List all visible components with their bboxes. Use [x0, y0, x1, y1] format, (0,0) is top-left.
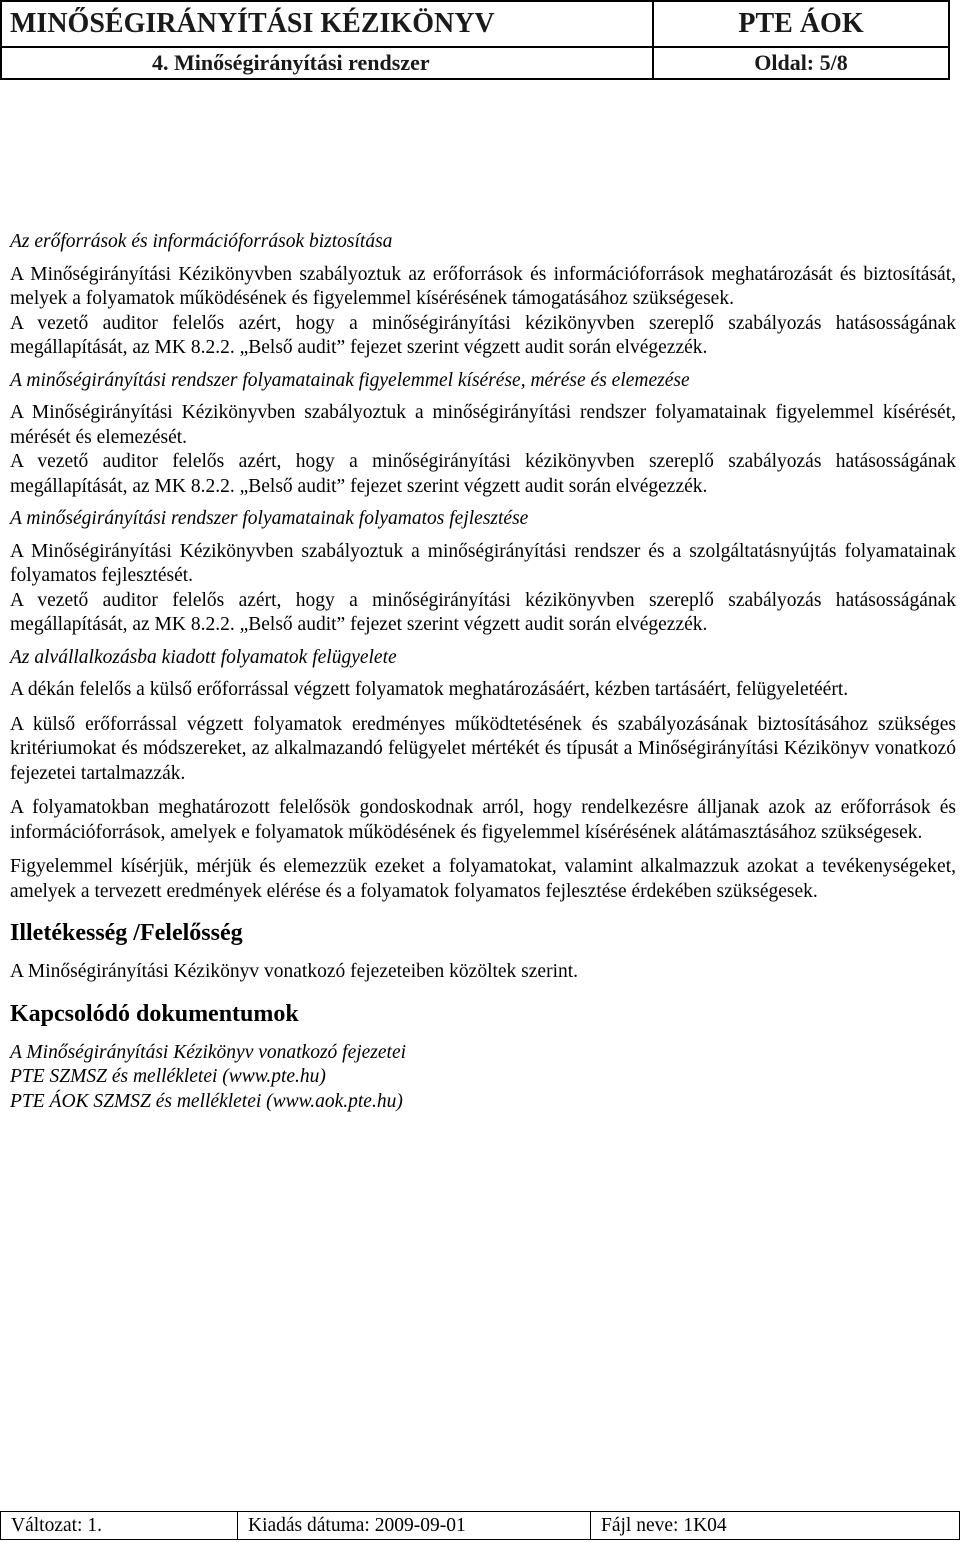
footer-issue-date: Kiadás dátuma: 2009-09-01 — [238, 1512, 591, 1540]
document-header — [0, 0, 950, 80]
section-paragraph: A vezető auditor felelős azért, hogy a minőségirányítási kézikönyvben szereplő szabályozás hatásosságának megállapítását, az MK 8.2.2. „Belső audit” fejezet szerint végzett audit során elvégezzék. — [10, 589, 956, 635]
unit-name: PTE ÁOK — [653, 1, 949, 47]
related-docs-heading: Kapcsolódó dokumentumok — [10, 1000, 299, 1027]
document-footer — [0, 1511, 960, 1540]
related-doc-item: PTE SZMSZ és mellékletei (www.pte.hu) — [10, 1066, 326, 1087]
section-paragraph: A vezető auditor felelős azért, hogy a minőségirányítási kézikönyvben szereplő szabályozás hatásosságának megállapítását, az MK 8.2.2. „Belső audit” fejezet szerint végzett audit során elvégezzék. — [10, 451, 956, 497]
outsourced-paragraph: A külső erőforrással végzett folyamatok eredményes működtetésének és szabályozásának biztosításához szükséges kritériumokat és módszereket, az alkalmazandó felügyelet mértékét és típusát a Minőségirányítási Kézikönyv vonatkozó fejezetei tartalmazzák. — [10, 713, 956, 784]
outsourced-paragraph: A dékán felelős a külső erőforrással végzett folyamatok meghatározásáért, kézben tartásáért, felügyeletéért. — [10, 679, 849, 700]
section-title-resources: Az erőforrások és információforrások biztosítása — [10, 231, 393, 252]
related-doc-item: PTE ÁOK SZMSZ és mellékletei (www.aok.pte.hu) — [10, 1090, 403, 1112]
section-paragraph: A Minőségirányítási Kézikönyvben szabályoztuk a minőségirányítási rendszer folyamatainak figyelemmel kísérését, mérését és elemezését. — [10, 402, 956, 448]
section-paragraph: A Minőségirányítási Kézikönyvben szabályoztuk a minőségirányítási rendszer és a szolgáltatásnyújtás folyamatainak folyamatos fejlesztését. — [10, 540, 956, 586]
section-paragraph: A Minőségirányítási Kézikönyvben szabályoztuk az erőforrások és információforrások meghatározását és biztosítását, melyek a folyamatok működésének és figyelemmel kísérésének támogatásához szükségesek. — [10, 263, 956, 309]
page-number: Oldal: 5/8 — [653, 47, 949, 79]
chapter-title: 4. Minőségirányítási rendszer — [1, 47, 653, 79]
responsibility-text: A Minőségirányítási Kézikönyv vonatkozó fejezeteiben közöltek szerint. — [10, 961, 579, 982]
document-body — [10, 222, 956, 1114]
outsourced-paragraph: A folyamatokban meghatározott felelősök gondoskodnak arról, hogy rendelkezésre álljanak azok az erőforrások és információforrások, amelyek e folyamatok működésének és figyelemmel kísérésének alátámasztásához szükségesek. — [10, 797, 956, 843]
outsourced-paragraph: Figyelemmel kísérjük, mérjük és elemezzük ezeket a folyamatokat, valamint alkalmazzuk azokat a tevékenységeket, amelyek a tervezett eredmények elérése és a folyamatok folyamatos fejlesztése érdekében szükségesek. — [10, 856, 956, 902]
section-title-monitoring: A minőségirányítási rendszer folyamatainak figyelemmel kísérése, mérése és elemezése — [10, 369, 690, 391]
footer-version: Változat: 1. — [1, 1512, 238, 1540]
section-title-improvement: A minőségirányítási rendszer folyamatainak folyamatos fejlesztése — [10, 508, 529, 529]
responsibility-heading: Illetékesség /Felelősség — [10, 920, 243, 946]
manual-title: MINŐSÉGIRÁNYÍTÁSI KÉZIKÖNYV — [1, 1, 653, 47]
section-title-outsourced: Az alvállalkozásba kiadott folyamatok felügyelete — [10, 646, 397, 668]
related-doc-item: A Minőségirányítási Kézikönyv vonatkozó fejezetei — [10, 1041, 407, 1063]
section-paragraph: A vezető auditor felelős azért, hogy a minőségirányítási kézikönyvben szereplő szabályozás hatásosságának megállapítását, az MK 8.2.2. „Belső audit” fejezet szerint végzett audit során elvégezzék. — [10, 312, 956, 358]
footer-file-name: Fájl neve: 1K04 — [591, 1512, 960, 1540]
